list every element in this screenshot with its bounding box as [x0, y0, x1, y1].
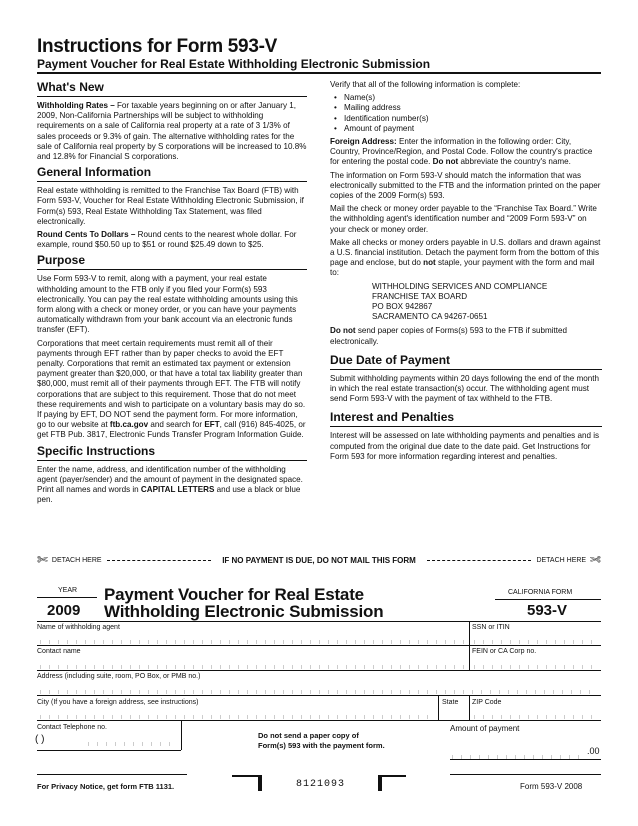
- specific-text-b: and use a black or blue pen.: [37, 485, 301, 505]
- row-rule: [37, 720, 601, 721]
- withholding-rates-label: Withholding Rates –: [37, 101, 115, 110]
- year-rule: [37, 597, 97, 598]
- field-divider: [469, 622, 470, 645]
- zip-label: ZIP Code: [472, 699, 502, 706]
- round-cents-body: Round cents to the nearest whole dollar. For example, round $50.50 up to $51 or round $25.49 down to $25.: [37, 230, 297, 250]
- phone-label: Contact Telephone no.: [37, 724, 107, 731]
- checks-text-b: staple, your payment with the form and mail to:: [330, 258, 595, 278]
- amount-rule: [450, 759, 601, 760]
- fein-label: FEIN or CA Corp no.: [472, 648, 537, 655]
- due-date-heading: Due Date of Payment: [330, 353, 602, 370]
- field-divider: [438, 695, 439, 720]
- detach-line: [37, 553, 601, 567]
- general-info-heading: General Information: [37, 165, 307, 182]
- capital-letters-text: CAPITAL LETTERS: [140, 485, 215, 495]
- field-divider: [181, 720, 182, 750]
- city-input[interactable]: [40, 715, 435, 719]
- general-info-text: Real estate withholding is remitted to the Franchise Tax Board (FTB) with Form 593-V, Voucher for Real Estate Withholding Electronic Submission, if Form(s) 593, Real Estate Withholding Tax Statement, was filed electronically.: [37, 186, 304, 226]
- checks-text-a: Make all checks or money orders payable in U.S. dollars and drawn against a U.S. financial institution. Detach the payment form from the bottom of this page and enclose, but do: [330, 237, 601, 268]
- specific-instructions-heading: Specific Instructions: [37, 444, 307, 461]
- match-info-text: The information on Form 593-V should match the information that was electronically submitted to the FTB and the information printed on the paper copies of the 2009 Form(s) 593.: [330, 170, 601, 201]
- due-date-text: Submit withholding payments within 20 days following the end of the month in which the real estate transaction(s) occur. The withholding agent must send Form 593-V with the payment of tax withheld to the FTB.: [330, 373, 600, 404]
- eft-keyword: EFT: [204, 420, 220, 430]
- title-rule: [37, 72, 601, 74]
- round-cents-text: [37, 230, 307, 250]
- footer-rule: [450, 774, 601, 775]
- privacy-notice: For Privacy Notice, get form FTB 1131.: [37, 782, 175, 791]
- address-line: WITHHOLDING SERVICES AND COMPLIANCE: [372, 281, 548, 291]
- dash-line: [427, 560, 532, 561]
- paper-copy-notice: [258, 731, 385, 751]
- eft-search-text: and search for: [150, 420, 203, 430]
- field-divider: [469, 695, 470, 720]
- row-rule: [37, 670, 601, 671]
- detach-here-left: DETACH HERE: [51, 556, 102, 564]
- specific-text-a: Enter the name, address, and identification number of the withholding agent (payer/sender) and the amount of payment in the designated space. Print all names and words in: [37, 464, 303, 495]
- form-footer: Form 593-V 2008: [520, 782, 583, 791]
- verify-text: Verify that all of the following information is complete:: [330, 80, 521, 89]
- contact-name-input[interactable]: [40, 665, 466, 669]
- bullet-item: • Name(s): [330, 93, 602, 103]
- notice-line: Form(s) 593 with the payment form.: [258, 741, 385, 750]
- detach-here-right: DETACH HERE: [536, 556, 587, 564]
- year-label: YEAR: [58, 587, 78, 594]
- foreign-address-label: Foreign Address:: [330, 137, 397, 147]
- voucher-form-number: 593-V: [527, 602, 568, 619]
- whats-new-heading: What's New: [37, 80, 307, 97]
- voucher-title-line1: Payment Voucher for Real Estate: [104, 585, 364, 604]
- whats-new-text: [37, 101, 307, 162]
- not-emphasis: not: [423, 258, 436, 268]
- interest-heading: Interest and Penalties: [330, 410, 602, 427]
- scan-corner-mark: [378, 775, 382, 791]
- specific-instructions-text: [37, 465, 307, 506]
- bullet-item: • Amount of payment: [330, 124, 602, 134]
- amount-label: Amount of payment: [450, 724, 520, 733]
- eft-contact-text: , call (916) 845-4025, or get FTB Pub. 3817, Electronic Funds Transfer Program Information Guide.: [37, 420, 306, 440]
- dash-line: [107, 560, 212, 561]
- mail-check-text: Mail the check or money order payable to the “Franchise Tax Board.” Write the withholding agent's identification number and “2009 Form 593-V” on your check or money order.: [330, 204, 597, 234]
- cents-value: .00: [587, 746, 600, 756]
- field-divider: [469, 645, 470, 670]
- checks-text: [330, 238, 602, 279]
- notice-line: Do not send a paper copy of: [258, 731, 359, 740]
- round-cents-label: Round Cents To Dollars –: [37, 230, 136, 240]
- bullet-item: • Mailing address: [330, 103, 602, 113]
- interest-text: Interest will be assessed on late withholding payments and penalties and is computed from the original due date to the date paid. Get Instructions for Form 593 for more information regarding interest and penalties.: [330, 431, 600, 461]
- address-line: SACRAMENTO CA 94267-0651: [372, 312, 488, 322]
- scan-line-code: 8121093: [296, 779, 346, 790]
- do-not-send-text: [330, 326, 602, 346]
- ssn-label: SSN or ITIN: [472, 624, 510, 631]
- withholding-agent-label: Name of withholding agent: [37, 624, 120, 631]
- do-not-body: send paper copies of Forms(s) 593 to the FTB if submitted electronically.: [330, 326, 568, 346]
- contact-name-label: Contact name: [37, 648, 81, 655]
- right-column: [330, 80, 602, 465]
- mailing-address: [330, 282, 602, 323]
- fein-input[interactable]: [474, 665, 598, 669]
- scan-corner-mark: [232, 775, 260, 777]
- ssn-input[interactable]: [474, 640, 598, 644]
- foreign-address-body: Enter the information in the following order: City, Country, Province/Region, and Postal Code. Follow the country's practice for entering the postal code.: [330, 137, 593, 167]
- voucher-year: 2009: [47, 602, 81, 619]
- scissors-icon: ✄: [37, 552, 48, 567]
- form-subtitle: Payment Voucher for Real Estate Withholding Electronic Submission: [37, 57, 431, 71]
- california-form-label: CALIFORNIA FORM: [508, 589, 573, 596]
- left-column: [37, 80, 307, 509]
- voucher-top-rule: [37, 621, 601, 622]
- bullet-item: • Identification number(s): [330, 114, 602, 124]
- purpose-heading: Purpose: [37, 253, 307, 270]
- foreign-address-end: abbreviate the country's name.: [460, 157, 571, 167]
- scan-corner-mark: [258, 775, 262, 791]
- foreign-address-text: [330, 137, 602, 168]
- phone-input[interactable]: ( ): [35, 734, 45, 745]
- withholding-agent-input[interactable]: [40, 640, 466, 644]
- address-line: PO BOX 942867: [372, 302, 433, 312]
- phone-rule: [37, 750, 181, 751]
- address-line: FRANCHISE TAX BOARD: [372, 291, 468, 301]
- phone-number-ticks: [88, 742, 178, 746]
- eft-text: Corporations that meet certain requirements must remit all of their payments through EFT rather than by paper checks to avoid the EFT penalty. Corporations that remit an estimated tax payment or extension payment greater than $20,000, or that have a total tax liability greater than $80,000, must remit all of their payments through EFT. The FTB will notify corporations that are subject to this requirement. Those that do not meet these requirements and wish to participate on a voluntary basis may do so. If paying by EFT, DO NOT send the payment form. For more information, go to our website at: [37, 338, 306, 430]
- city-label: City (If you have a foreign address, see instructions): [37, 699, 199, 706]
- do-not-emphasis: Do not: [432, 157, 459, 167]
- form-title: Instructions for Form 593-V: [37, 36, 277, 57]
- scissors-icon: ✄: [590, 552, 602, 567]
- address-label: Address (including suite, room, PO Box, or PMB no.): [37, 673, 201, 680]
- no-payment-notice: IF NO PAYMENT IS DUE, DO NOT MAIL THIS FORM: [222, 555, 416, 565]
- purpose-text-1: Use Form 593-V to remit, along with a payment, your real estate withholding amount to the FTB only if you filed your Form(s) 593 electronically. You can pay the real estate withholding amounts using this form along with a check or money order, or you can have your payments automatically withdrawn from your bank account via an electronic funds transfer (EFT).: [37, 274, 298, 335]
- voucher-title-line2: Withholding Electronic Submission: [104, 602, 384, 621]
- row-rule: [37, 695, 601, 696]
- scan-corner-mark: [378, 775, 406, 777]
- withholding-rates-text: For taxable years beginning on or after January 1, 2009, Non-California Partnerships will be subject to withholding requirements on a sale of California real property at a rate of 3 1/3% of sales proceeds or 9.3% of gain. The alternative withholding rates for the sale of California real property by S corporations will be increased to 10.8% and 12.8% for Financial S corporations.: [37, 101, 307, 162]
- purpose-text-2: [37, 339, 307, 441]
- row-rule: [37, 645, 601, 646]
- do-not-label: Do not: [330, 326, 356, 336]
- address-input[interactable]: [40, 690, 598, 694]
- ftb-website-link[interactable]: ftb.ca.gov: [109, 420, 149, 430]
- privacy-rule: [37, 774, 187, 775]
- state-label: State: [442, 699, 459, 706]
- ca-form-rule: [495, 599, 601, 600]
- zip-input[interactable]: [474, 715, 598, 719]
